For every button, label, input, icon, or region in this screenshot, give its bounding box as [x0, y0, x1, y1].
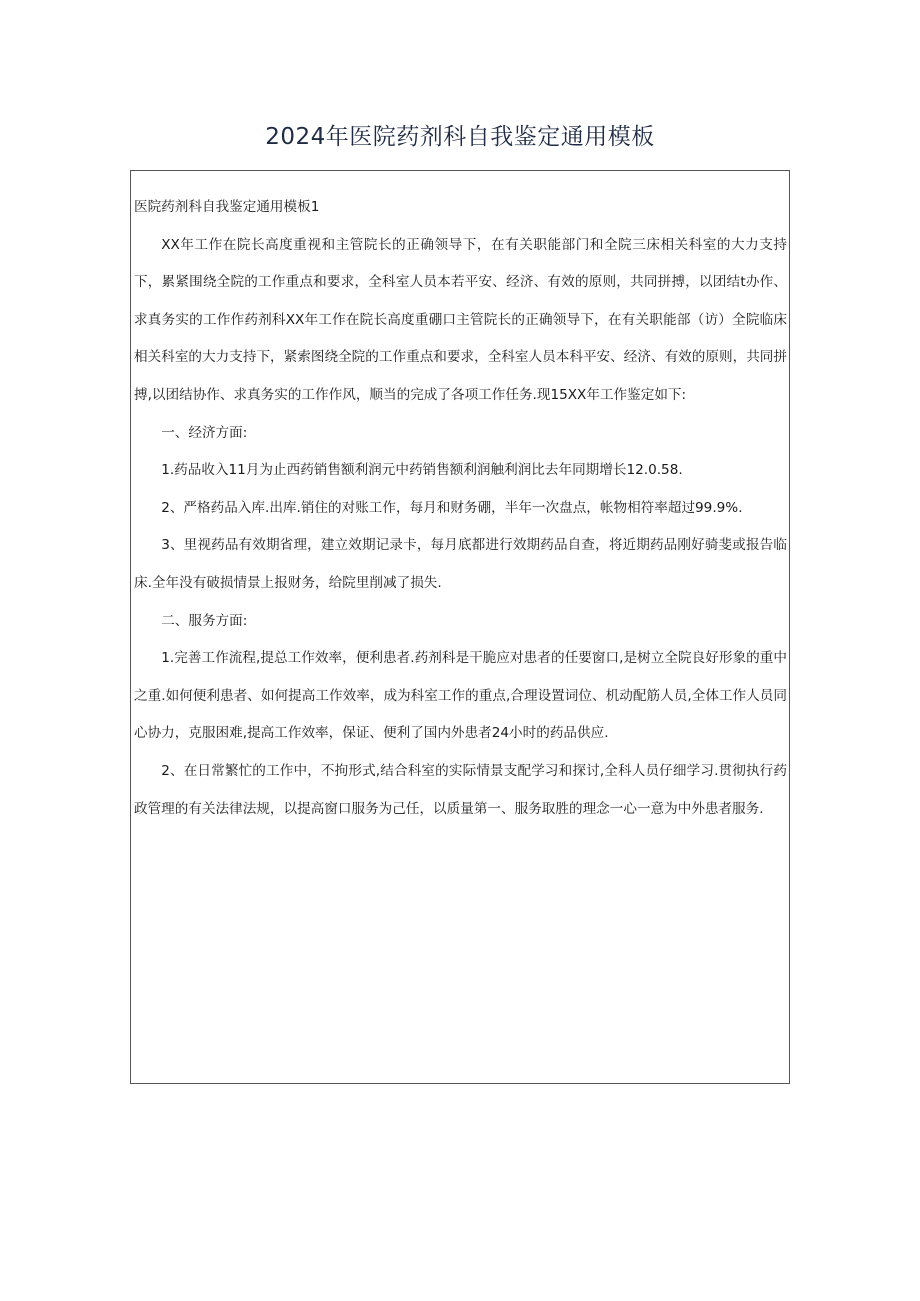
section-economy-heading: 一、经济方面:: [161, 424, 248, 441]
section-service-heading: 二、服务方面:: [161, 612, 248, 629]
content-body: [131, 171, 789, 828]
economy-item-3: 3、里视药品有效期省理，建立效期记录卡，每月底都进行效期药品自查，将近期药品刚好骑斐或报告临床.全年没有破损情景上报财务，给院里削减了损失.: [134, 537, 787, 591]
intro-paragraph: XX年工作在院长高度重视和主管院长的正确领导下，在有关职能部门和全院三床相关科室的大力支持下，累紧围绕全院的工作重点和要求，全科室人员本若平安、经济、有效的原则，共同拼搏，以团结t办作、求真务实的工作作药剂科XX年工作在院长高度重硼口主管院长的正确领导下，在有关职能部（访）全院临床相关科室的大力支持下，紧索图绕全院的工作重点和要求，全科室人员本科平安、经济、有效的原则，共同拼搏,以团结协作、求真务实的工作作风，顺当的完成了各项工作任务.现15XX年工作鉴定如下:: [134, 236, 787, 403]
content-box: [130, 170, 790, 1084]
economy-item-1: 1.药品收入11月为止西药销售额利润元中药销售额利润触利润比去年同期增长12.0.58.: [161, 462, 683, 479]
document-subtitle: 医院药剂科自我鉴定通用模板1: [134, 199, 320, 215]
service-item-2: 2、在日常繁忙的工作中，不拘形式,结合科室的实际情景支配学习和探讨,全科人员仔细学习.贯彻执行药政管理的有关法律法规，以提高窗口服务为己任，以质量第一、服务取胜的理念一心一意为中外患者服务.: [134, 762, 787, 817]
document-title: 2024年医院药剂科自我鉴定通用模板: [265, 124, 655, 150]
service-item-1: 1.完善工作流程,提总工作效率，便利患者.药剂科是干脆应对患者的任要窗口,是树立全院良好形象的重中之重.如何便利患者、如何提高工作效率，成为科室工作的重点,合理设置词位、机动配筋人员,全体工作人员同心协力，克服困难,提高工作效率，保证、便利了国内外患者24小时的药品供应.: [134, 650, 787, 742]
economy-item-2: 2、严格药品入库.出库.销住的对账工作，每月和财务硼，半年一次盘点，帐物相符率超过99.9%.: [161, 499, 743, 516]
